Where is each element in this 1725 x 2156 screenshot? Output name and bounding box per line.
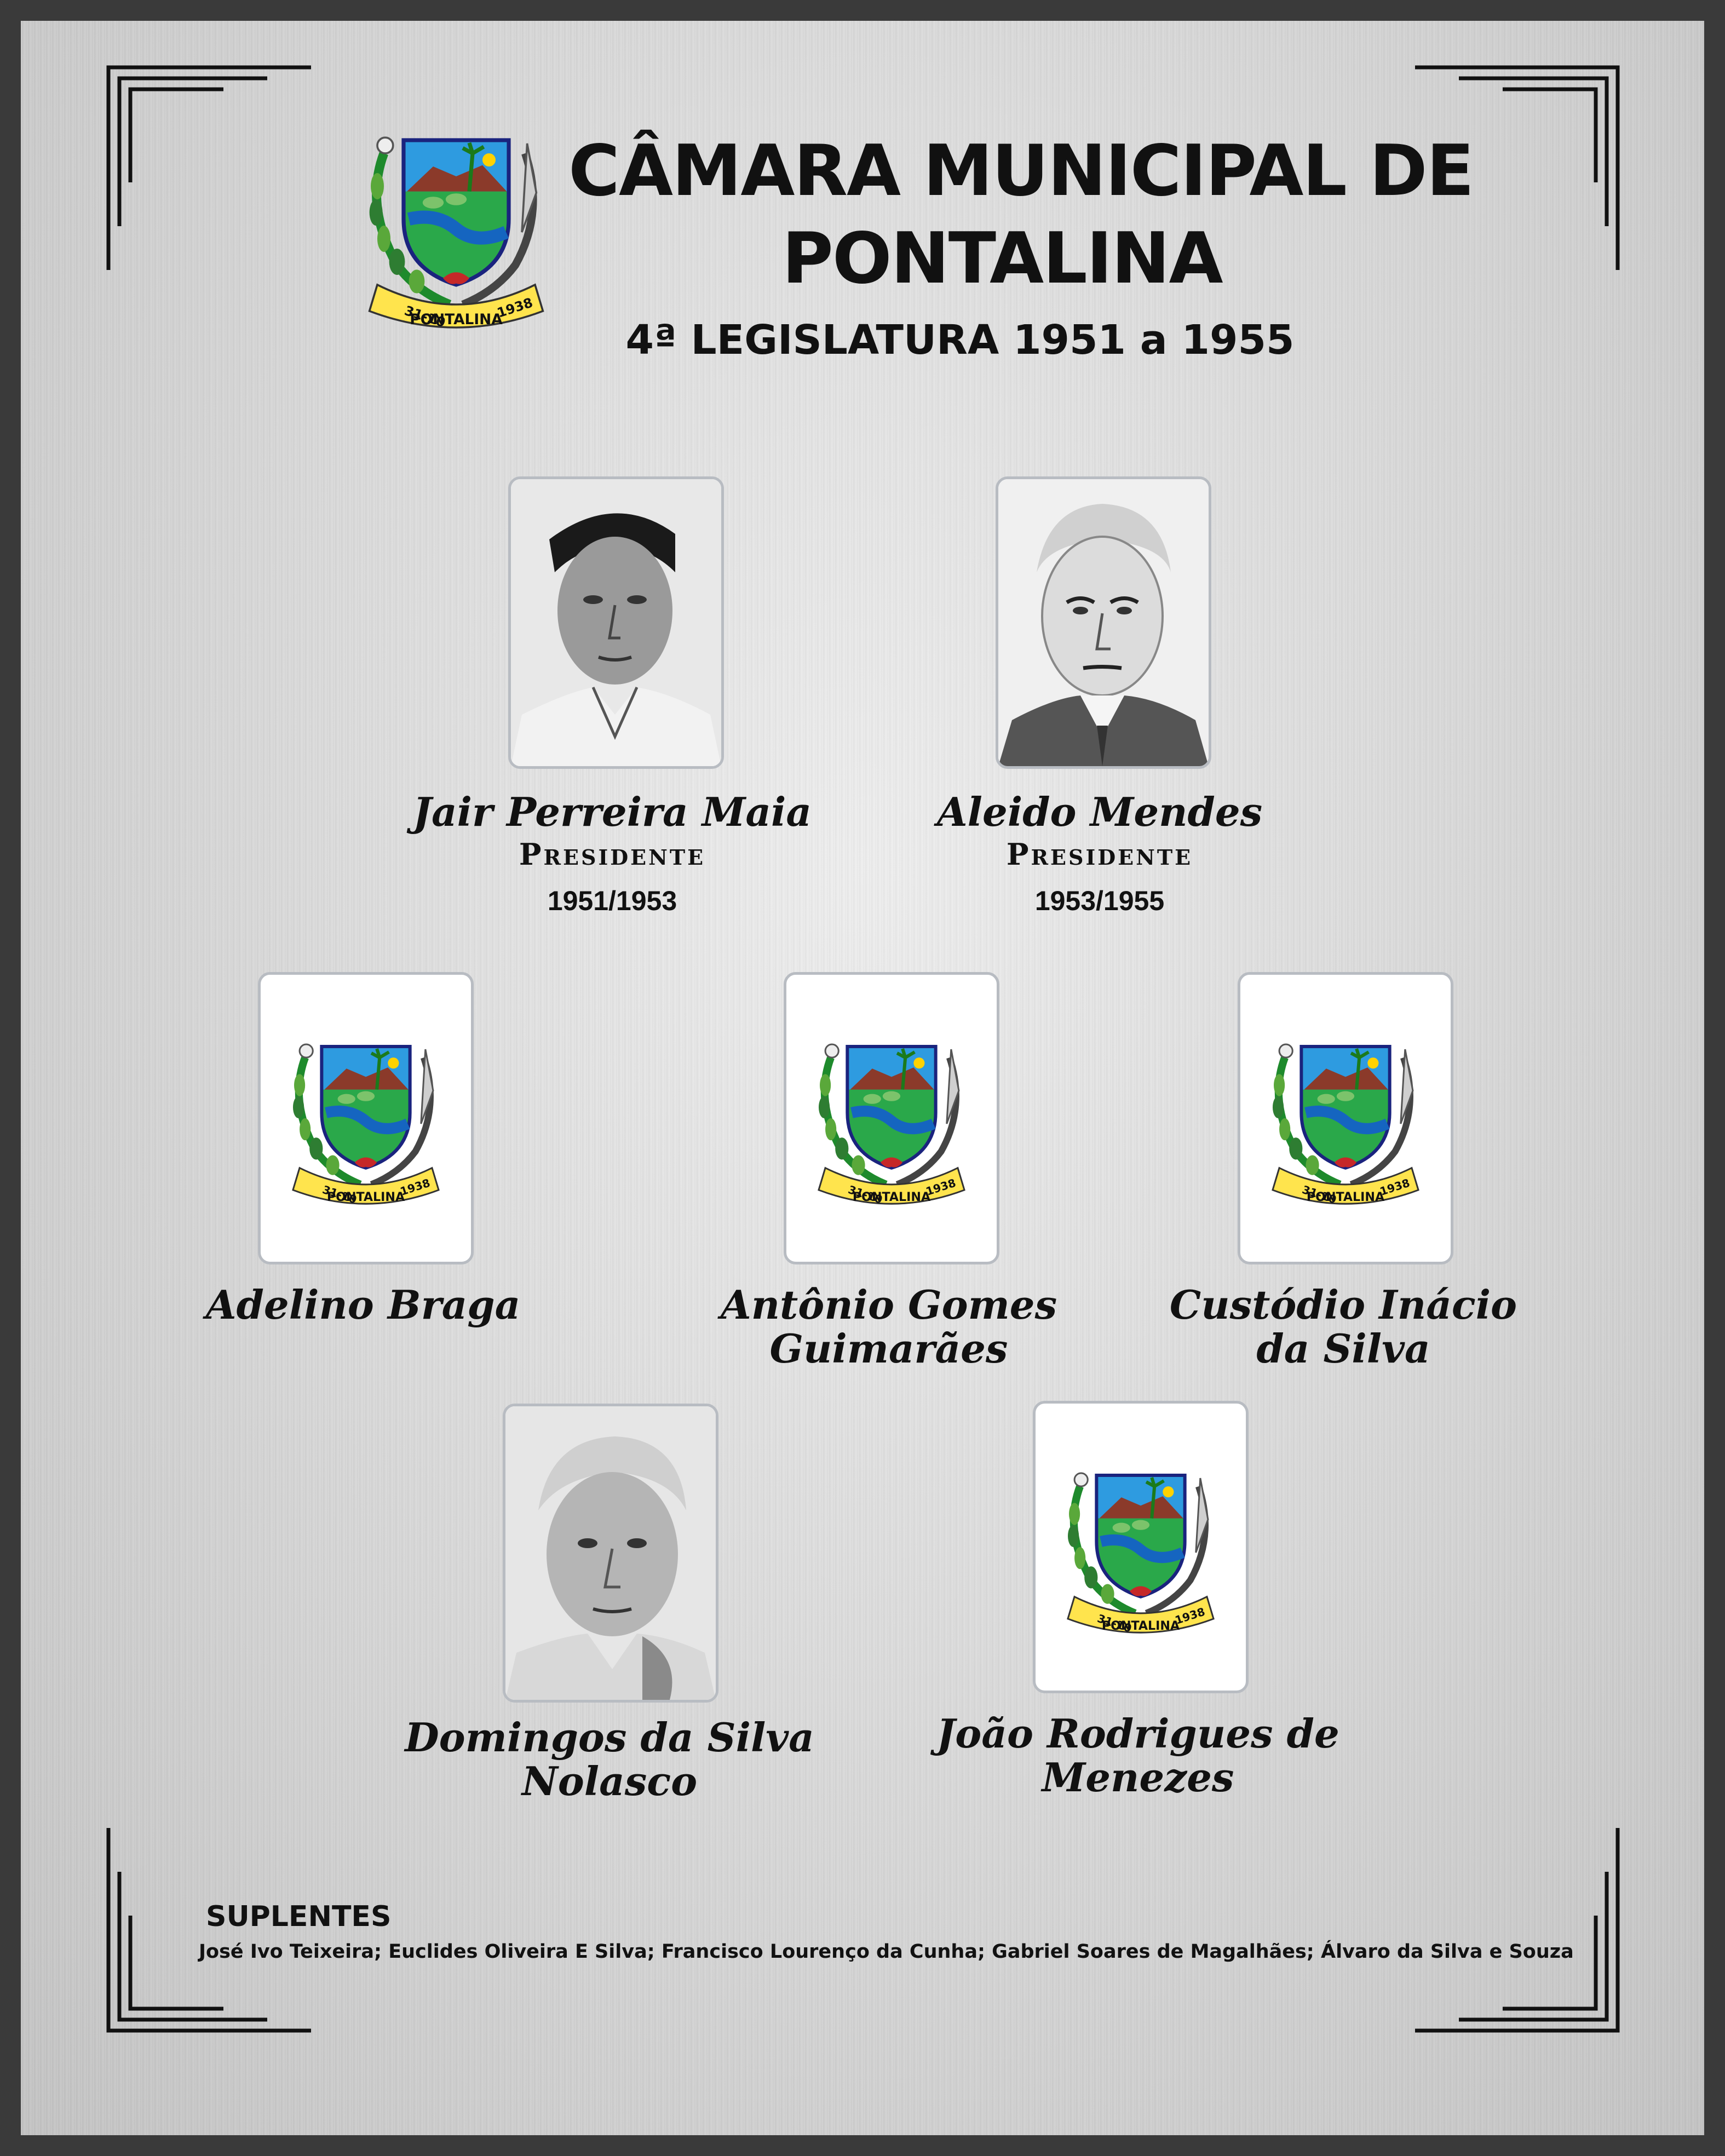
municipal-crest-logo <box>358 114 555 300</box>
councillor-name-line-2: Menezes <box>1042 1754 1234 1801</box>
president-2-years: 1953/1955 <box>1034 886 1165 916</box>
crest-placeholder-antonio-gomes <box>784 972 999 1264</box>
portrait-jair-perreira-maia <box>508 476 724 769</box>
councillor-name-line-2: Nolasco <box>521 1758 698 1804</box>
president-2-name: Aleido Mendes <box>936 789 1263 835</box>
councillor-name-adelino-braga: Adelino Braga <box>205 1281 521 1328</box>
page-title <box>547 128 1477 303</box>
councillor-name-joao-rodrigues <box>933 1712 1343 1799</box>
councillor-name-line-2: da Silva <box>1256 1325 1430 1372</box>
legislature-subtitle: 4ª LEGISLATURA 1951 a 1955 <box>625 317 1295 364</box>
portrait-aleido-mendes <box>996 476 1211 769</box>
councillor-name-antonio-gomes <box>683 1283 1094 1371</box>
councillor-name-line-1: Antônio Gomes <box>720 1281 1057 1328</box>
president-1-role: Presidente <box>519 837 706 872</box>
councillor-name-line-2: Guimarães <box>769 1325 1008 1372</box>
president-1-years: 1951/1953 <box>547 886 677 916</box>
corner-ornament-bottom-right <box>1415 1828 1623 2036</box>
title-line-2: PONTALINA <box>782 218 1222 300</box>
title-line-1: CÂMARA MUNICIPAL DE <box>568 130 1474 212</box>
crest-placeholder-custodio-inacio <box>1238 972 1453 1264</box>
president-1-name: Jair Perreira Maia <box>412 789 812 835</box>
councillor-name-line-1: Custódio Inácio <box>1169 1281 1517 1328</box>
councillor-name-domingos-da-silva <box>404 1716 815 1803</box>
crest-placeholder-adelino-braga <box>258 972 474 1264</box>
corner-ornament-top-left <box>103 62 311 270</box>
councillor-name-custodio-inacio <box>1138 1283 1549 1371</box>
councillor-name-line-1: Domingos da Silva <box>405 1714 814 1761</box>
suplentes-list: José Ivo Teixeira; Euclides Oliveira E Silva; Francisco Lourenço da Cunha; Gabriel Soares de Magalhães; Álvaro da Silva e Souza <box>199 1941 1574 1963</box>
portrait-domingos-da-silva-nolasco <box>503 1404 718 1703</box>
crest-placeholder-joao-rodrigues <box>1033 1401 1249 1693</box>
president-2-role: Presidente <box>1006 837 1193 872</box>
plaque <box>21 21 1704 2135</box>
suplentes-title: SUPLENTES <box>206 1900 392 1933</box>
councillor-name-line-1: João Rodrigues de <box>936 1710 1339 1757</box>
